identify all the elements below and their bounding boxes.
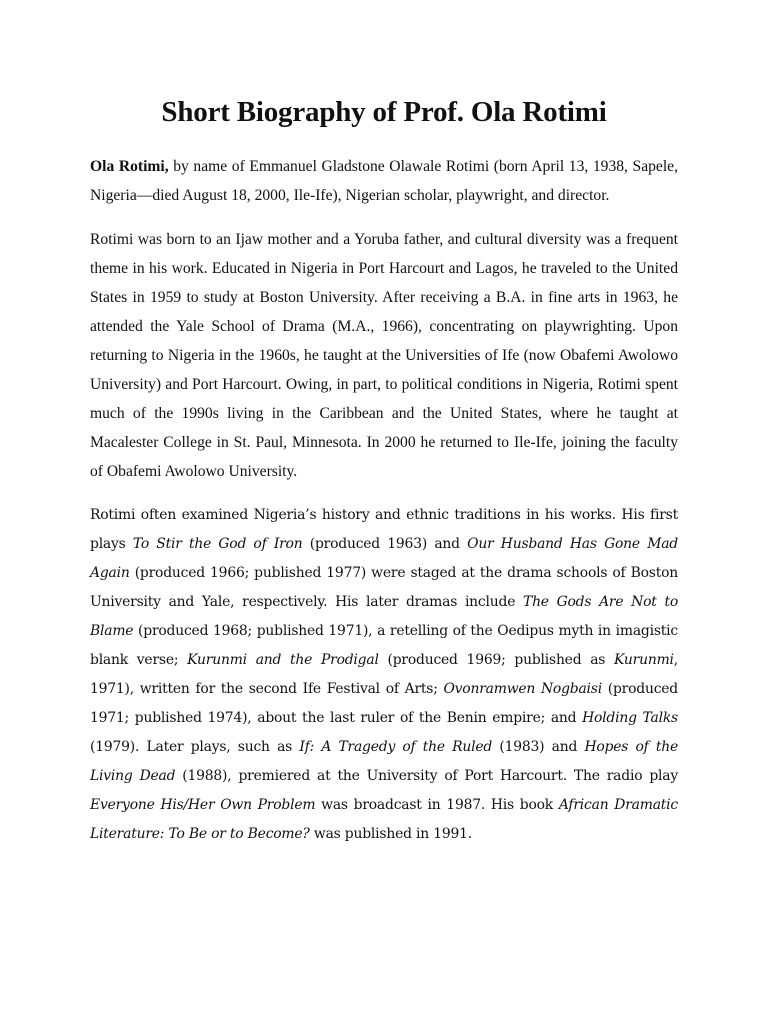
work-title: Hopes of the Living Dead — [90, 739, 679, 784]
work-title: Ovonramwen Nogbaisi — [443, 681, 602, 697]
document-page — [90, 92, 678, 864]
works-text: Rotimi often examined Nigeria’s history and ethnic traditions in his works. His first plays — [90, 507, 678, 552]
works-text: (produced 1966; published 1977) were staged at the drama schools of Boston University and Yale, respectively. His later dramas include — [90, 565, 678, 610]
works-text: was broadcast in 1987. His book — [315, 797, 559, 813]
works-text: (1988), premiered at the University of Port Harcourt. The radio play — [175, 768, 678, 784]
works-text: (produced 1963) and — [302, 536, 468, 552]
works-text: (produced 1971; published 1974), about the last ruler of the Benin empire; and — [90, 681, 678, 726]
works-text: , 1971), written for the second Ife Festival of Arts; — [90, 652, 679, 697]
document-title: Short Biography of Prof. Ola Rotimi — [161, 96, 607, 128]
work-title: Our Husband Has Gone Mad Again — [90, 536, 678, 581]
works-text: (produced 1968; published 1971), a retelling of the Oedipus myth in imagistic blank verse; — [90, 623, 678, 668]
work-title: The Gods Are Not to Blame — [90, 594, 678, 639]
work-title: African Dramatic Literature: To Be or to Become? — [90, 797, 678, 842]
works-text: (produced 1969; published as — [378, 652, 615, 668]
works-text: (1979). Later plays, such as — [90, 739, 300, 755]
intro-text: by name of Emmanuel Gladstone Olawale Rotimi (born April 13, 1938, Sapele, Nigeria—died August 18, 2000, Ile-Ife), Nigerian scholar, playwright, and director. — [90, 158, 678, 204]
work-title: If: A Tragedy of the Ruled — [299, 739, 493, 755]
works-text: was published in 1991. — [309, 826, 472, 842]
paragraph-intro — [90, 152, 678, 210]
subject-name: Ola Rotimi, — [90, 158, 169, 175]
work-title: Kurunmi — [614, 652, 674, 668]
work-title: Kurunmi and the Prodigal — [187, 652, 379, 668]
work-title: Holding Talks — [582, 710, 678, 726]
work-title: Everyone His/Her Own Problem — [90, 797, 316, 813]
paragraph-works — [90, 501, 678, 849]
works-text: (1983) and — [492, 739, 585, 755]
paragraph-early-life: Rotimi was born to an Ijaw mother and a Yoruba father, and cultural diversity was a frequent theme in his work. Educated in Nigeria in Port Harcourt and Lagos, he traveled to the United States in 1959 to study at Boston University. After receiving a B.A. in fine arts in 1963, he attended the Yale School of Drama (M.A., 1966), concentrating on playwrighting. Upon returning to Nigeria in the 1960s, he taught at the Universities of Ife (now Obafemi Awolowo University) and Port Harcourt. Owing, in part, to political conditions in Nigeria, Rotimi spent much of the 1990s living in the Caribbean and the United States, where he taught at Macalester College in St. Paul, Minnesota. In 2000 he returned to Ile-Ife, joining the faculty of Obafemi Awolowo University. — [90, 231, 678, 480]
work-title: To Stir the God of Iron — [132, 536, 303, 552]
